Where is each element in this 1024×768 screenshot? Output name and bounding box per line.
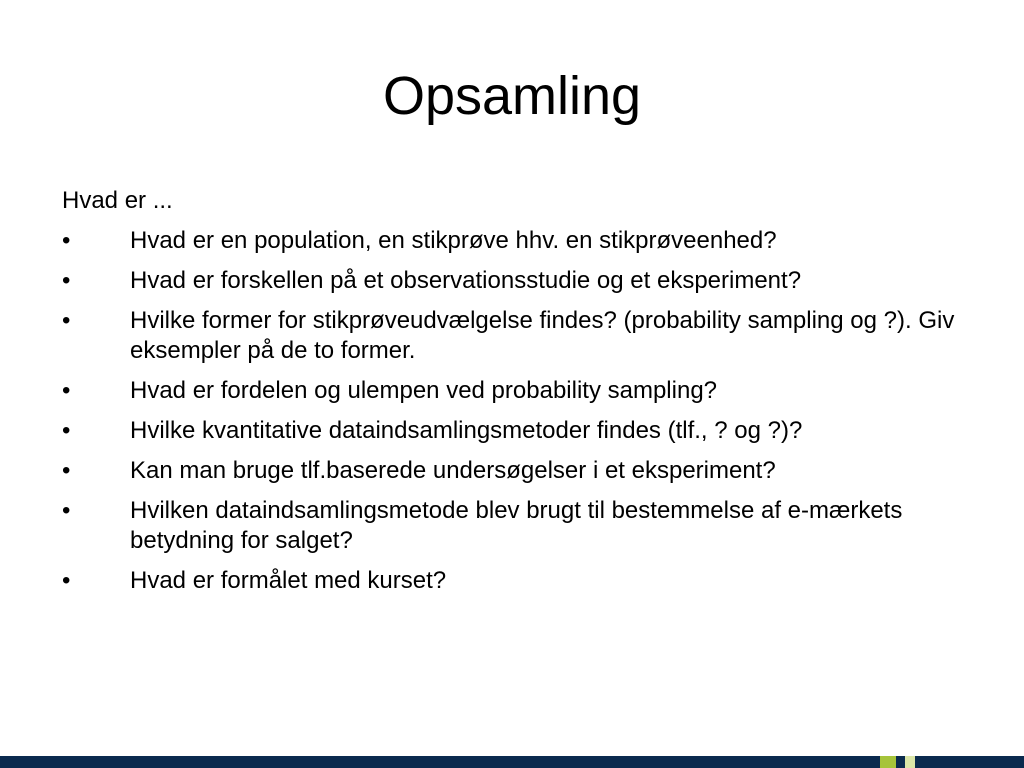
slide-title: Opsamling bbox=[382, 66, 642, 126]
bullet-icon: • bbox=[62, 227, 71, 254]
slide-body bbox=[62, 186, 962, 606]
bullet-icon: • bbox=[62, 457, 71, 484]
bullet-text: Hvilke former for stikprøveudvælgelse findes? (probability sampling og ?). Giv eksempler på de to former. bbox=[130, 307, 955, 364]
bullet-icon: • bbox=[62, 307, 71, 334]
bullet-item bbox=[62, 266, 962, 296]
bullet-icon: • bbox=[62, 567, 71, 594]
bullet-text: Hvad er fordelen og ulempen ved probability sampling? bbox=[130, 377, 718, 404]
bullet-item bbox=[62, 456, 962, 486]
bullet-item bbox=[62, 376, 962, 406]
bullet-text: Kan man bruge tlf.baserede undersøgelser i et eksperiment? bbox=[130, 457, 776, 484]
bullet-icon: • bbox=[62, 267, 71, 294]
bullet-icon: • bbox=[62, 497, 71, 524]
bullet-item bbox=[62, 416, 962, 446]
bullet-text: Hvad er formålet med kurset? bbox=[130, 567, 447, 594]
intro-text: Hvad er ... bbox=[62, 187, 173, 214]
bullet-text: Hvilken dataindsamlingsmetode blev brugt til bestemmelse af e-mærkets betydning for salget? bbox=[130, 497, 903, 554]
bullet-text: Hvad er en population, en stikprøve hhv. en stikprøveenhed? bbox=[130, 227, 777, 254]
bullet-item bbox=[62, 306, 962, 366]
bullet-item bbox=[62, 496, 962, 556]
footer-accent-light bbox=[905, 756, 915, 768]
bullet-item bbox=[62, 226, 962, 256]
bullet-icon: • bbox=[62, 417, 71, 444]
bullet-item bbox=[62, 566, 962, 596]
bullet-list bbox=[62, 226, 962, 596]
footer-bar bbox=[0, 756, 1024, 768]
footer-accent-green bbox=[880, 756, 896, 768]
bullet-text: Hvad er forskellen på et observationsstudie og et eksperiment? bbox=[130, 267, 802, 294]
bullet-icon: • bbox=[62, 377, 71, 404]
bullet-text: Hvilke kvantitative dataindsamlingsmetoder findes (tlf., ? og ?)? bbox=[130, 417, 803, 444]
